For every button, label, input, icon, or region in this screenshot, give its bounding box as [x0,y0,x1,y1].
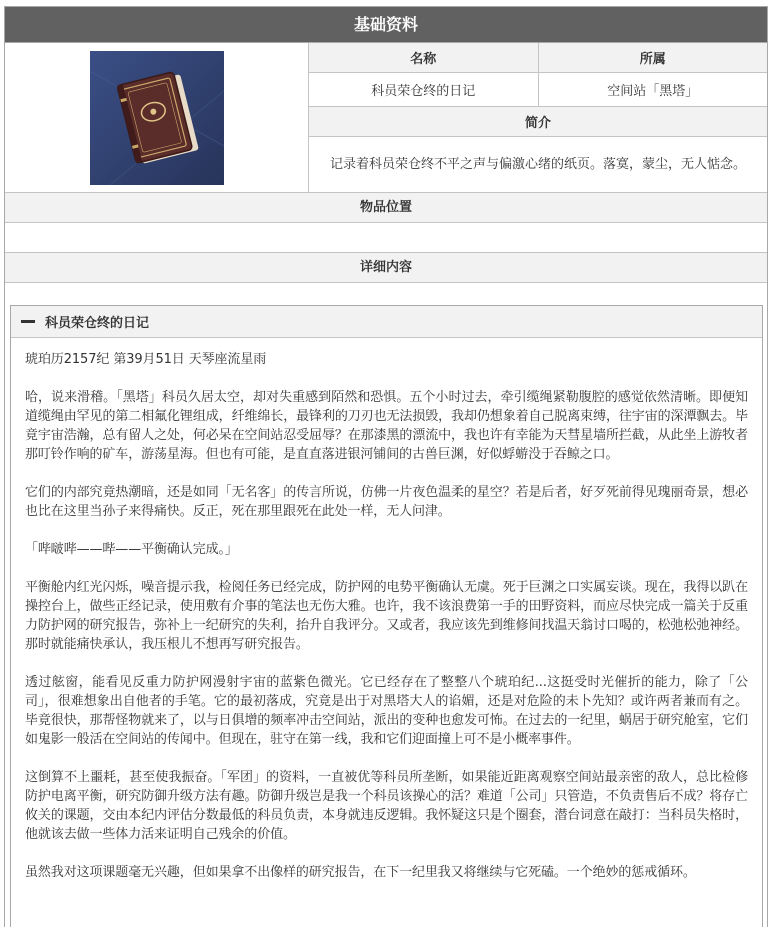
basic-info-table [5,43,767,193]
diary-panel-header[interactable] [11,306,762,338]
item-info [309,43,767,192]
diary-paragraph: 琥珀历2157纪 第39月51日 天琴座流星雨 [25,352,267,367]
diary-paragraph: 平衡舱内红光闪烁，噪音提示我，检阅任务已经完成，防护网的电势平衡确认无虞。死于巨渊之口实属妄谈。现在，我得以趴在操控台上，做些正经记录，使用敷有介事的笔法也无伤大雅。也许，我不该浪费第一手的田野资料，而应尽快完成一篇关于反重力防护网的研究报告，弥补上一纪研究的失利，抬升自我评分。又或者，我应该先到维修间找温天翁讨口喝的，松弛松弛神经。那时就能痛快承认，我压根儿不想再写研究报告。 [25,580,748,652]
book-icon [90,51,224,185]
detail-section [5,283,767,927]
location-content [5,223,767,253]
intro-header-row [309,107,767,137]
collapse-icon[interactable] [21,320,35,323]
detail-header: 详细内容 [5,253,767,283]
page-title: 基础资料 [5,7,767,43]
intro-text: 记录着科员荣仓终不平之声与偏激心绪的纸页。落寞，蒙尘，无人惦念。 [329,156,746,172]
diary-paragraph: 透过舷窗，能看见反重力防护网漫射宇宙的蓝紫色微光。它已经存在了整整八个琥珀纪...这挺受时光催折的能力，除了「公司」，很难想象出自他者的手笔。它的最初落成，究竟是出于对黑塔大人的谄媚，还是对危险的未卜先知？或许两者兼而有之。毕竟很快，那帮怪物就来了，以与日俱增的频率冲击空间站，派出的变种也愈发可怖。在过去的一纪里，蜗居于研究舱室，它们如鬼影一般活在空间站的传闻中。但现在，驻守在第一线，我和它们迎面撞上可不是小概率事件。 [25,675,748,747]
diary-paragraph: 虽然我对这项课题毫无兴趣，但如果拿不出像样的研究报告，在下一纪里我又将继续与它死磕。一个绝妙的惩戒循环。 [25,865,696,880]
item-image-cell [5,43,309,192]
diary-paragraph: 这倒算不上噩耗，甚至使我振奋。「军团」的资料，一直被优等科员所垄断，如果能近距离观察空间站最亲密的敌人，总比检修防护电离平衡，研究防御升级方法有趣。防御升级岂是我一个科员该操心的活？难道「公司」只管造，不负责售后不成？将存亡攸关的课题，交由本纪内评估分数最低的科员负责，本身就违反逻辑。我怀疑这只是个圈套，潜台词意在敲打：当科员失格时，他就该去做一些体力活来证明自己残余的价值。 [25,770,748,842]
diary-panel [10,305,763,927]
diary-paragraph: 「哔啵哔——哔——平衡确认完成。」 [25,542,238,557]
belong-value: 空间站「黑塔」 [538,73,768,106]
item-page [4,6,768,927]
diary-title: 科员荣仓终的日记 [45,316,150,331]
diary-paragraph: 哈，说来滑稽。「黑塔」科员久居太空，却对失重感到陌然和恐惧。五个小时过去，牵引缆绳紧勒腹腔的感觉依然清晰。即便知道缆绳由罕见的第二相氟化锂组成，纤维绵长，最锋利的刀刃也无法损毁，我却仍想象着自己脱离束缚，往宇宙的深潭飘去。毕竟宇宙浩瀚，总有留人之处，何必呆在空间站忍受屈辱？在那漆黑的漂流中，我也许有幸能为天彗星墙所拦截，从此坐上游牧者那叮铃作响的矿车，游荡星海。但也有可能，是直直落进银河铺间的古兽巨渊，好似蜉蝣没于吞鲸之口。 [25,390,748,462]
intro-row [309,137,767,191]
location-header: 物品位置 [5,193,767,223]
name-label: 名称 [410,52,437,67]
belong-label: 所属 [538,43,768,72]
name-value: 科员荣仓终的日记 [371,84,476,99]
diary-body [11,338,762,882]
name-value-row [309,73,767,107]
name-header-row [309,43,767,73]
item-image [90,51,224,185]
intro-label: 简介 [524,116,551,131]
diary-paragraph: 它们的内部究竟热潮暗，还是如同「无名客」的传言所说，仿佛一片夜色温柔的星空？若是后者，好歹死前得见瑰丽奇景，想必也比在这里当孙子来得痛快。反正，死在那里跟死在此处一样，无人问津。 [25,485,748,519]
